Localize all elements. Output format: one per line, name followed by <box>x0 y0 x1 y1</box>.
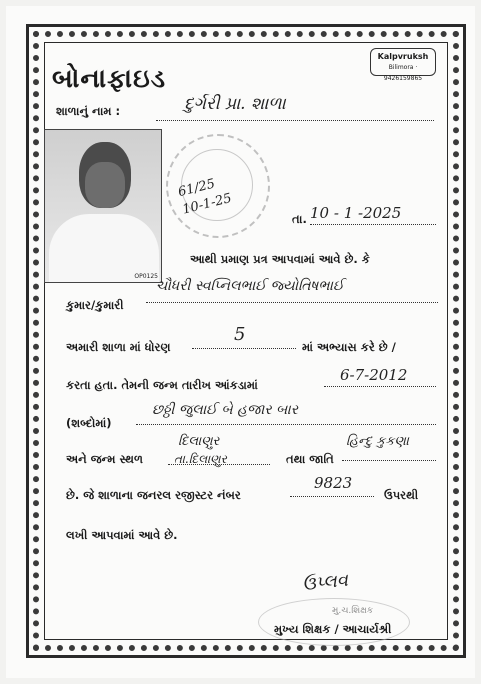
register-number-value: 9823 <box>314 474 353 492</box>
words-label: (શબ્દોમાં) <box>66 416 112 430</box>
school-name-value: દુર્ગરી પ્રા. શાળા <box>184 94 286 114</box>
caste-value: હિન્દુ કુકણા <box>346 434 409 449</box>
studying-text: માં અભ્યાસ કરે છે / <box>302 340 396 354</box>
register-line <box>290 496 374 497</box>
signature-label: મુખ્ય શિક્ષક / આચાર્યશ્રી <box>274 622 392 636</box>
date-line <box>310 224 436 225</box>
certificate-sheet <box>6 6 475 678</box>
photo-face <box>85 162 125 208</box>
school-name-line <box>156 120 434 121</box>
standard-line <box>192 348 296 349</box>
closing-text: લખી આપવામાં આવે છે. <box>66 528 178 542</box>
birthplace-label: અને જન્મ સ્થળ <box>66 452 143 466</box>
publisher-name: Kalpvruksh <box>377 52 429 61</box>
standard-label: અમારી શાળા માં ધોરણ <box>66 340 171 354</box>
photo-code: OP0125 <box>134 273 158 280</box>
caste-line <box>342 460 436 461</box>
dob-value: 6-7-2012 <box>340 366 408 384</box>
student-photo <box>44 129 162 283</box>
register-after-text: ઉપરથી <box>384 488 419 502</box>
seal-handwritten-note: 61/25 10-1-25 <box>176 176 234 218</box>
signature-scribble: ઉપ્લવ <box>301 569 349 596</box>
date-label: તા. <box>292 212 307 226</box>
stamp-text: મુ.ચ.શિક્ષક <box>332 606 374 616</box>
student-name-value: ચૌધરી સ્વપ્નિલભાઈ જ્યોતિષભાઈ <box>156 278 344 294</box>
dob-words-value: છઠ્ઠી જુલાઈ બે હજાર બાર <box>152 402 298 418</box>
name-label: કુમાર/કુમારી <box>66 298 124 312</box>
certificate-title: બોનાફાઇડ <box>52 64 167 94</box>
publisher-sub: Bilimora · 9426159865 <box>383 64 423 82</box>
dob-label: કરતા હતા. તેમની જન્મ તારીખ આંકડામાં <box>66 378 258 392</box>
birthplace-value-taluka: તા.દિલાણુર <box>174 452 227 466</box>
standard-value: 5 <box>234 324 246 345</box>
words-line <box>136 424 436 425</box>
dob-line <box>324 386 436 387</box>
caste-label: તથા જાતિ <box>286 452 334 466</box>
name-line <box>146 302 438 303</box>
date-value: 10 - 1 -2025 <box>310 204 402 222</box>
birthplace-line <box>168 464 270 465</box>
intro-text: આથી પ્રમાણ પ્રત્ર આપવામાં આવે છે. કે <box>190 252 370 266</box>
school-name-label: શાળાનું નામ : <box>56 104 121 118</box>
birthplace-value: દિલાણુર <box>178 434 220 449</box>
register-label: છે. જે શાળાના જનરલ રજીસ્ટર નંબર <box>66 488 241 502</box>
publisher-badge <box>370 48 436 82</box>
